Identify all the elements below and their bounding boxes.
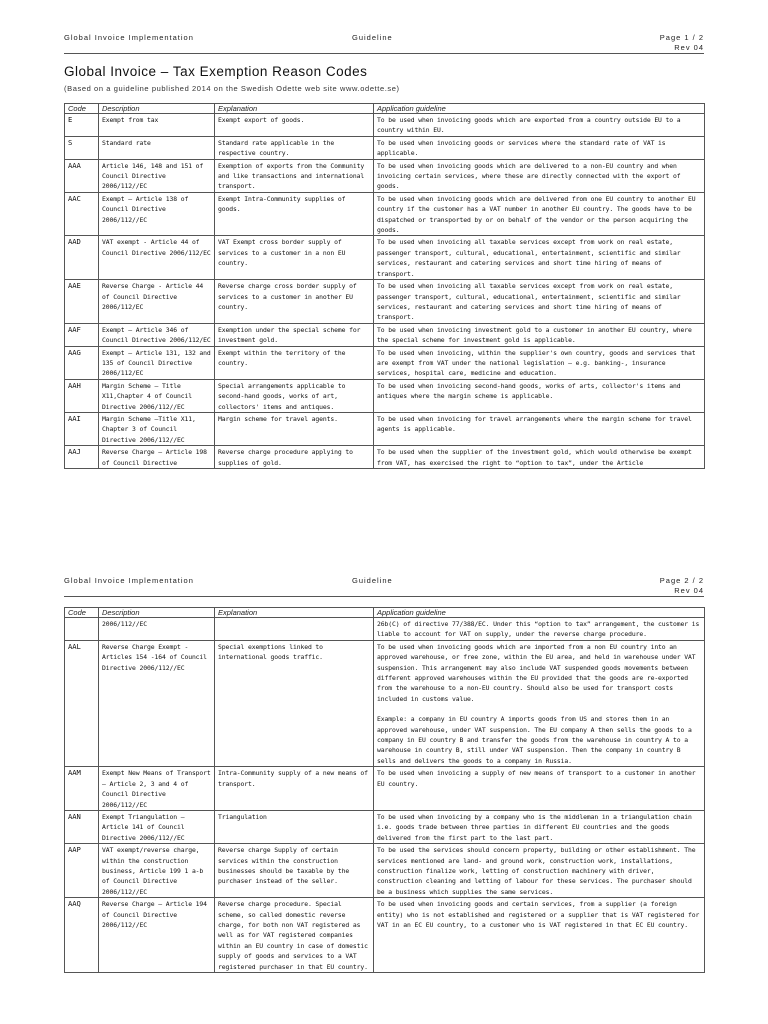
description-cell [99, 323, 215, 346]
description-cell [99, 618, 215, 641]
header-document-name: Global Invoice Implementation [64, 576, 194, 585]
description-cell [99, 346, 215, 379]
description-cell-text: Reverse Charge - Article 44 of Council Directive 2006/112/EC [102, 282, 204, 311]
table-header-row [65, 608, 705, 618]
header-page-number: Page 2 / 2 [659, 576, 704, 585]
code-cell-text: AAQ [68, 899, 81, 909]
header-rule [64, 596, 704, 597]
table-row [65, 136, 705, 159]
guideline-cell [374, 618, 705, 641]
explanation-cell [215, 412, 374, 445]
table-row [65, 323, 705, 346]
table-row [65, 767, 705, 811]
page-title: Global Invoice – Tax Exemption Reason Codes [64, 64, 368, 79]
explanation-cell [215, 810, 374, 843]
explanation-cell [215, 446, 374, 469]
description-cell-text: Exempt Triangulation – Article 141 of Council Directive 2006/112//EC [102, 812, 185, 842]
guideline-cell-text: To be used the services should concern property, building or other establishment. The services mentioned are land- and ground work, construction work, installations, construction finalize work, letting of construction machinery with driver, construction cleaning and letting of labour for these services. The purchaser should be a business which supplies the same services. [377, 846, 696, 896]
header-page-number: Page 1 / 2 [659, 33, 704, 42]
guideline-cell-text: To be used when invoicing goods and certain services, from a supplier (a foreign entity) who is not established and registered or a supplier that is VAT registered for VAT in an EC EU country, to a customer who is VAT registered in that EC EU country. [377, 900, 700, 929]
explanation-cell-text: Special arrangements applicable to second-hand goods, works of art, collectors' items and antiques. [218, 381, 346, 411]
code-cell-text: AAP [68, 845, 81, 855]
description-cell-text: 2006/112//EC [102, 620, 147, 628]
code-cell-text: AAM [68, 768, 81, 778]
explanation-cell-text: Exempt export of goods. [218, 116, 305, 124]
explanation-cell [215, 136, 374, 159]
code-cell [65, 898, 99, 973]
table-row [65, 898, 705, 973]
code-cell [65, 810, 99, 843]
description-cell-text: Reverse Charge Exempt - Articles 154 -164 of Council Directive 2006/112//EC [102, 642, 207, 672]
description-cell [99, 236, 215, 280]
code-cell-text: AAN [68, 811, 81, 821]
header-rule [64, 53, 704, 54]
description-cell-text: Article 146, 148 and 151 of Council Directive 2006/112//EC [102, 161, 204, 191]
description-cell [99, 379, 215, 412]
table-header-row [65, 104, 705, 114]
table-row [65, 640, 705, 766]
code-cell [65, 192, 99, 236]
description-cell [99, 280, 215, 324]
description-cell-text: Reverse Charge – Article 198 of Council Directive [102, 448, 207, 467]
guideline-cell-text: 26b(C) of directive 77/388/EC. Under this “option to tax” arrangement, the customer is liable to account for VAT on supply, under the reverse charge procedure. [377, 620, 700, 639]
table-row [65, 379, 705, 412]
code-cell [65, 767, 99, 811]
description-cell-text: Exempt – Article 138 of Council Directive 2006/112//EC [102, 194, 189, 224]
column-header-description: Description [99, 104, 215, 114]
column-header-code: Code [65, 608, 99, 618]
explanation-cell [215, 898, 374, 973]
guideline-cell-text: To be used when invoicing goods which are imported from a non EU country into an approved warehouse, or free zone, within the EU area, and held in warehouse under VAT suspension. This arrangement may also include VAT suspended goods movements between different approved warehouses within the EU provided that the goods are re-exported from the warehouse to a non-EU country. Should also be used for transport costs included in customs value. [377, 642, 696, 703]
description-cell-text: VAT exempt/reverse charge, within the construction business, Article 199 1 a-b of Council Directive 2006/112//EC [102, 846, 204, 896]
guideline-cell-text: To be used when invoicing goods or services where the standard rate of VAT is applicable. [377, 138, 666, 158]
code-cell-text: AAL [68, 641, 81, 651]
exemption-codes-table-continued [64, 607, 705, 973]
code-cell-text: AAF [68, 324, 81, 334]
code-cell [65, 236, 99, 280]
header-document-name: Global Invoice Implementation [64, 33, 194, 42]
code-cell [65, 412, 99, 445]
guideline-cell-text: To be used when invoicing second-hand goods, works of arts, collector's items and antiques where the margin scheme is applicable. [377, 381, 681, 401]
guideline-cell [374, 192, 705, 236]
code-cell [65, 346, 99, 379]
description-cell-text: Margin Scheme –Title X11, Chapter 3 of Council Directive 2006/112//EC [102, 414, 196, 444]
table-row [65, 412, 705, 445]
explanation-cell-text: Margin scheme for travel agents. [218, 414, 338, 423]
explanation-cell [215, 236, 374, 280]
guideline-example-text: Example: a company in EU country A imports goods from US and stores them in an approved warehouse, under VAT suspension. The EU company A then sells the goods to a company in EU country B and transfer the goods from the warehouse in country A to a warehouse in country B, still under VAT suspension. Then the company in country B sells and delivers the goods to a company in Russia. [377, 715, 692, 765]
header-revision: Rev 04 [674, 586, 704, 595]
exemption-codes-table [64, 103, 705, 469]
guideline-cell [374, 446, 705, 469]
header-page-info [660, 33, 704, 53]
column-header-guideline: Application guideline [374, 104, 705, 114]
explanation-cell-text: Reverse charge procedure applying to supplies of gold. [218, 448, 353, 467]
description-cell-text: Standard rate [102, 138, 151, 147]
table-row [65, 618, 705, 641]
header-revision: Rev 04 [674, 43, 704, 52]
header-document-type: Guideline [352, 33, 393, 42]
table-body [65, 618, 705, 973]
table-row [65, 280, 705, 324]
code-cell-text: AAJ [68, 447, 81, 457]
description-cell [99, 898, 215, 973]
guideline-cell [374, 412, 705, 445]
description-cell [99, 640, 215, 766]
column-header-explanation: Explanation [215, 104, 374, 114]
explanation-cell-text: Reverse charge Supply of certain services within the construction businesses should be taxable by the purchaser instead of the seller. [218, 846, 350, 886]
column-header-guideline: Application guideline [374, 608, 705, 618]
explanation-cell-text: Exempt within the territory of the country. [218, 348, 346, 367]
description-cell-text: Exempt from tax [102, 116, 159, 124]
description-cell [99, 159, 215, 192]
description-cell [99, 844, 215, 898]
explanation-cell [215, 767, 374, 811]
explanation-cell [215, 618, 374, 641]
code-cell [65, 640, 99, 766]
guideline-cell [374, 810, 705, 843]
description-cell-text: Exempt New Means of Transport – Article 2, 3 and 4 of Council Directive 2006/112//EC [102, 769, 211, 809]
guideline-cell [374, 767, 705, 811]
guideline-cell [374, 280, 705, 324]
column-header-description: Description [99, 608, 215, 618]
explanation-cell [215, 159, 374, 192]
code-cell-text: AAE [68, 281, 81, 291]
code-cell-text: AAA [68, 160, 81, 170]
table-row [65, 192, 705, 236]
table-body [65, 114, 705, 469]
guideline-cell-text: To be used when invoicing by a company who is the middleman in a triangulation chain i.e. goods trade between three parties in different EU countries and the goods delivered from the first part to the last part. [377, 812, 692, 842]
header-document-type: Guideline [352, 576, 393, 585]
explanation-cell [215, 640, 374, 766]
guideline-cell-text: To be used when invoicing goods which are exported from a country outside EU to a country within EU. [377, 116, 681, 135]
description-cell-text: Reverse Charge – Article 194 of Council Directive 2006/112//EC [102, 900, 207, 929]
explanation-cell [215, 379, 374, 412]
explanation-cell [215, 323, 374, 346]
guideline-cell [374, 114, 705, 137]
table-row [65, 159, 705, 192]
explanation-cell-text: Special exemptions linked to international goods traffic. [218, 642, 323, 662]
description-cell [99, 192, 215, 236]
code-cell-text: AAC [68, 193, 81, 203]
description-cell-text: Exempt – Article 131, 132 and 135 of Council Directive 2006/112/EC [102, 348, 211, 378]
table-row [65, 810, 705, 843]
explanation-cell-text: Exempt Intra-Community supplies of goods. [218, 194, 346, 214]
guideline-cell-text: To be used when invoicing a supply of new means of transport to a customer in another EU country. [377, 769, 696, 788]
code-cell [65, 844, 99, 898]
column-header-code: Code [65, 104, 99, 114]
guideline-cell [374, 236, 705, 280]
page-subtitle: (Based on a guideline published 2014 on the Swedish Odette web site www.odette.se) [64, 84, 400, 93]
guideline-cell-text: To be used when invoicing all taxable services except from work on real estate, passenger transport, cultural, educational, entertainment, scientific and similar services, restaurant and catering services and short time hiring of means of transport. [377, 238, 681, 278]
guideline-cell-text: To be used when invoicing investment gold to a customer in another EU country, where the special scheme for investment gold is applicable. [377, 325, 692, 345]
code-cell [65, 323, 99, 346]
explanation-cell [215, 192, 374, 236]
description-cell [99, 446, 215, 469]
description-cell-text: Margin Scheme – Title X11,Chapter 4 of Council Directive 2006/112//EC [102, 381, 192, 411]
description-cell [99, 114, 215, 137]
code-cell-text: AAI [68, 413, 81, 423]
description-cell-text: Exempt – Article 346 of Council Directive 2006/112/EC [102, 325, 211, 345]
guideline-cell [374, 379, 705, 412]
guideline-cell-text: To be used when invoicing goods which are delivered to a non-EU country and when invoicing certain services, where these are directly connected with the export of goods. [377, 161, 681, 191]
explanation-cell-text: Exemption of exports from the Community and like transactions and international transport. [218, 161, 365, 191]
table-row [65, 446, 705, 469]
code-cell [65, 446, 99, 469]
guideline-cell [374, 898, 705, 973]
guideline-cell [374, 844, 705, 898]
explanation-cell-text: VAT Exempt cross border supply of services to a customer in a non EU country. [218, 238, 346, 268]
table-row [65, 236, 705, 280]
code-cell [65, 379, 99, 412]
explanation-cell-text: Reverse charge cross border supply of services to a customer in another EU country. [218, 282, 357, 311]
explanation-cell-text: Reverse charge procedure. Special scheme, so called domestic reverse charge, for both non VAT registered as well as for VAT registered companies within an EU country in case of domestic supply of goods and services to a VAT registered purchaser in that EU country. [218, 900, 368, 971]
header-page-info [660, 576, 704, 596]
code-cell [65, 618, 99, 641]
guideline-cell [374, 640, 705, 766]
code-cell [65, 280, 99, 324]
description-cell-text: VAT exempt - Article 44 of Council Directive 2006/112/EC [102, 238, 211, 257]
guideline-cell-text: To be used when invoicing all taxable services except from work on real estate, passenger transport, cultural, educational, entertainment, scientific and similar services, restaurant and catering services and short time hiring of means of transport. [377, 282, 681, 322]
guideline-cell-text: To be used when invoicing goods which are delivered from one EU country to another EU country if the customer has a VAT number in another EU country. The goods have to be dispatched or transported by or on behalf of the vendor or the person acquiring the goods. [377, 194, 696, 235]
explanation-cell-text: Intra-Community supply of a new means of transport. [218, 769, 368, 788]
code-cell [65, 159, 99, 192]
guideline-cell [374, 346, 705, 379]
explanation-cell [215, 346, 374, 379]
table-row [65, 114, 705, 137]
explanation-cell-text: Triangulation [218, 812, 267, 821]
code-cell [65, 114, 99, 137]
page-2 [0, 540, 768, 1024]
code-cell-text: AAD [68, 237, 81, 247]
explanation-cell-text: Standard rate applicable in the respective country. [218, 138, 335, 158]
guideline-cell-text: To be used when invoicing, within the supplier's own country, goods and services that are exempt from VAT under the national legislation – e.g. banking-, insurance services, hospital care, medicine and education. [377, 348, 696, 378]
guideline-cell [374, 136, 705, 159]
explanation-cell [215, 280, 374, 324]
description-cell [99, 412, 215, 445]
code-cell-text: AAH [68, 380, 81, 390]
description-cell [99, 136, 215, 159]
code-cell [65, 136, 99, 159]
description-cell [99, 810, 215, 843]
code-cell-text: S [68, 137, 73, 147]
guideline-cell [374, 159, 705, 192]
guideline-cell-text: To be used when the supplier of the investment gold, which would otherwise be exempt from VAT, has exercised the right to “option to tax”, under the Article [377, 448, 692, 467]
guideline-cell [374, 323, 705, 346]
table-row [65, 844, 705, 898]
guideline-cell-text: To be used when invoicing for travel arrangements where the margin scheme for travel agents is applicable. [377, 414, 692, 434]
table-row [65, 346, 705, 379]
description-cell [99, 767, 215, 811]
explanation-cell [215, 114, 374, 137]
column-header-explanation: Explanation [215, 608, 374, 618]
explanation-cell [215, 844, 374, 898]
explanation-cell-text: Exemption under the special scheme for investment gold. [218, 325, 361, 345]
code-cell-text: AAG [68, 347, 81, 357]
code-cell-text: E [68, 115, 73, 124]
